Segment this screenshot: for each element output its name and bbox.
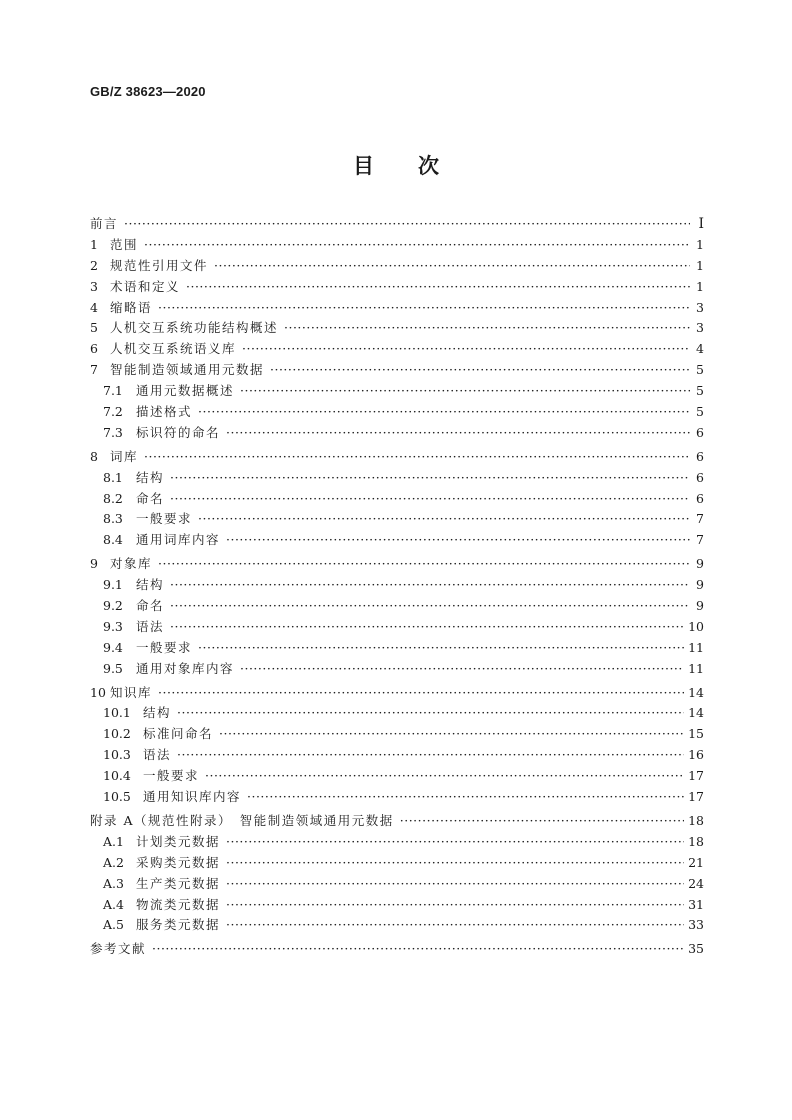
toc-entry-page: 9 <box>696 598 704 614</box>
toc-entry-title: 通用词库内容 <box>136 532 221 548</box>
toc-entry[interactable] <box>90 638 704 659</box>
toc-leader-dots <box>158 554 690 575</box>
toc-entry-page: 9 <box>696 556 704 572</box>
toc-leader-dots <box>177 745 684 766</box>
toc-entry-title: 采购类元数据 <box>136 854 221 870</box>
toc-entry-title: 通用对象库内容 <box>136 660 235 676</box>
toc-entry-page: 17 <box>688 789 704 805</box>
toc-entry[interactable] <box>90 402 704 423</box>
toc-entry-number: 10.3 <box>103 747 131 763</box>
toc-entry-number: 10.4 <box>103 768 131 784</box>
toc-entry-title: 词库 <box>110 448 139 464</box>
toc-entry-page: Ⅰ <box>698 216 704 232</box>
toc-entry-title: 命名 <box>136 598 165 614</box>
toc-leader-dots <box>170 617 684 638</box>
toc-entry[interactable] <box>90 832 704 853</box>
toc-entry[interactable] <box>90 468 704 489</box>
toc-leader-dots <box>144 447 690 468</box>
toc-entry[interactable] <box>90 703 704 724</box>
toc-entry-page: 7 <box>696 511 704 527</box>
toc-entry-page: 5 <box>696 404 704 420</box>
toc-entry-page: 15 <box>688 726 704 742</box>
toc-leader-dots <box>205 766 684 787</box>
toc-leader-dots <box>219 724 684 745</box>
toc-entry-title: 范围 <box>110 236 139 252</box>
toc-leader-dots <box>400 811 684 832</box>
toc-entry-page: 1 <box>696 278 704 294</box>
toc-entry-number: 9.3 <box>103 618 123 634</box>
table-of-contents <box>90 214 704 960</box>
toc-entry-page: 18 <box>688 833 704 849</box>
toc-entry[interactable] <box>90 318 704 339</box>
toc-entry-page: 4 <box>696 341 704 357</box>
toc-entry[interactable] <box>90 766 704 787</box>
toc-entry[interactable] <box>90 683 704 704</box>
toc-entry-title: 命名 <box>136 490 165 506</box>
toc-leader-dots <box>226 530 690 551</box>
toc-entry-title: 术语和定义 <box>110 278 181 294</box>
toc-entry-title: 通用知识库内容 <box>143 789 242 805</box>
toc-entry-title: 描述格式 <box>136 404 193 420</box>
toc-leader-dots <box>198 638 684 659</box>
toc-entry[interactable] <box>90 724 704 745</box>
toc-leader-dots <box>247 787 684 808</box>
toc-entry-page: 35 <box>688 941 704 957</box>
title-char-1: 目 <box>353 154 374 178</box>
toc-entry-number: 8.1 <box>103 469 123 485</box>
toc-entry-number: A.4 <box>103 896 124 912</box>
toc-entry-page: 21 <box>688 854 704 870</box>
toc-entry[interactable] <box>90 447 704 468</box>
toc-entry-title: 标识符的命名 <box>136 424 221 440</box>
toc-leader-dots <box>284 318 690 339</box>
toc-entry-title: 语法 <box>136 618 165 634</box>
toc-entry[interactable] <box>90 787 704 808</box>
toc-entry-number: 7.2 <box>103 404 123 420</box>
toc-leader-dots <box>226 853 684 874</box>
toc-entry-number: 7.3 <box>103 424 123 440</box>
toc-leader-dots <box>170 468 690 489</box>
toc-entry-number: 5 <box>90 320 98 336</box>
toc-entry-page: 24 <box>688 875 704 891</box>
toc-entry-title: 一般要求 <box>136 639 193 655</box>
toc-leader-dots <box>198 402 690 423</box>
toc-entry-page: 18 <box>688 812 704 828</box>
toc-entry[interactable] <box>90 915 704 936</box>
toc-entry-number: 7.1 <box>103 383 123 399</box>
toc-entry-number: 10.1 <box>103 705 131 721</box>
toc-entry[interactable] <box>90 489 704 510</box>
toc-entry-page: 3 <box>696 299 704 315</box>
page-title <box>0 150 792 180</box>
toc-entry-title: 计划类元数据 <box>136 833 221 849</box>
toc-entry-number: 10.2 <box>103 726 131 742</box>
toc-entry-page: 33 <box>688 917 704 933</box>
toc-leader-dots <box>170 575 690 596</box>
toc-entry[interactable] <box>90 895 704 916</box>
toc-entry-title: 物流类元数据 <box>136 896 221 912</box>
toc-entry-title: 结构 <box>136 469 165 485</box>
toc-entry-page: 6 <box>696 424 704 440</box>
toc-entry[interactable] <box>90 509 704 530</box>
toc-leader-dots <box>214 256 690 277</box>
toc-entry[interactable] <box>90 214 704 235</box>
toc-entry[interactable] <box>90 339 704 360</box>
toc-entry-title: 结构 <box>143 705 172 721</box>
toc-leader-dots <box>226 874 684 895</box>
toc-entry[interactable] <box>90 554 704 575</box>
toc-entry-number: 1 <box>90 236 98 252</box>
toc-entry-number: 7 <box>90 362 98 378</box>
toc-entry-number: A.2 <box>103 854 124 870</box>
toc-leader-dots <box>170 596 690 617</box>
toc-leader-dots <box>242 339 690 360</box>
toc-entry-title: 一般要求 <box>136 511 193 527</box>
toc-entry-title: 生产类元数据 <box>136 875 221 891</box>
toc-entry-page: 14 <box>688 705 704 721</box>
toc-entry-title: 对象库 <box>110 556 153 572</box>
toc-leader-dots <box>198 509 690 530</box>
toc-entry-number: 9.1 <box>103 577 123 593</box>
toc-entry-page: 6 <box>696 448 704 464</box>
toc-entry-page: 1 <box>696 257 704 273</box>
toc-entry-number: A.1 <box>103 833 124 849</box>
toc-entry-number: 2 <box>90 257 98 273</box>
toc-entry-number: 4 <box>90 299 98 315</box>
toc-entry-page: 11 <box>688 639 704 655</box>
toc-entry[interactable] <box>90 277 704 298</box>
toc-entry-page: 31 <box>688 896 704 912</box>
toc-entry-page: 11 <box>688 660 704 676</box>
toc-entry-title: 结构 <box>136 577 165 593</box>
toc-entry-number: 8 <box>90 448 98 464</box>
toc-entry-number: 9.5 <box>103 660 123 676</box>
toc-leader-dots <box>270 360 690 381</box>
toc-entry[interactable] <box>90 874 704 895</box>
toc-entry-title: 前言 <box>90 216 119 231</box>
toc-entry-page: 6 <box>696 469 704 485</box>
toc-leader-dots <box>240 381 690 402</box>
toc-leader-dots <box>144 235 690 256</box>
title-char-2: 次 <box>418 154 439 178</box>
toc-entry-number: 8.2 <box>103 490 123 506</box>
toc-entry-title: 语法 <box>143 747 172 763</box>
toc-entry-page: 16 <box>688 747 704 763</box>
toc-leader-dots <box>124 214 690 235</box>
toc-entry-page: 10 <box>688 618 704 634</box>
toc-entry-title: 缩略语 <box>110 299 153 315</box>
toc-entry[interactable] <box>90 360 704 381</box>
toc-entry[interactable] <box>90 811 704 832</box>
toc-entry[interactable] <box>90 423 704 444</box>
toc-entry-number: 10.5 <box>103 789 131 805</box>
toc-entry[interactable] <box>90 596 704 617</box>
toc-entry-page: 7 <box>696 532 704 548</box>
toc-entry-number: 6 <box>90 341 98 357</box>
toc-entry-number: 9 <box>90 556 98 572</box>
toc-entry-title: 参考文献 <box>90 941 147 957</box>
toc-entry-title: 人机交互系统功能结构概述 <box>110 320 279 336</box>
toc-entry-page: 1 <box>696 236 704 252</box>
toc-entry-title: 智能制造领域通用元数据 <box>110 362 265 378</box>
toc-entry-title: 一般要求 <box>143 768 200 784</box>
toc-leader-dots <box>170 489 690 510</box>
toc-leader-dots <box>226 915 684 936</box>
toc-entry[interactable] <box>90 235 704 256</box>
toc-leader-dots <box>226 895 684 916</box>
toc-entry[interactable] <box>90 939 704 960</box>
toc-entry-title: 附录 A（规范性附录） 智能制造领域通用元数据 <box>90 812 394 828</box>
toc-entry-page: 5 <box>696 362 704 378</box>
toc-entry-title: 人机交互系统语义库 <box>110 341 237 357</box>
toc-leader-dots <box>226 832 684 853</box>
toc-entry-number: 9.2 <box>103 598 123 614</box>
toc-leader-dots <box>158 298 690 319</box>
toc-entry-page: 5 <box>696 383 704 399</box>
toc-entry-number: 8.4 <box>103 532 123 548</box>
toc-entry-title: 通用元数据概述 <box>136 383 235 399</box>
toc-leader-dots <box>158 683 684 704</box>
toc-leader-dots <box>177 703 684 724</box>
toc-entry-number: 10 <box>90 684 106 700</box>
toc-entry-title: 知识库 <box>110 684 153 700</box>
toc-entry[interactable] <box>90 575 704 596</box>
toc-entry[interactable] <box>90 256 704 277</box>
toc-entry-number: 3 <box>90 278 98 294</box>
toc-entry-page: 17 <box>688 768 704 784</box>
toc-entry[interactable] <box>90 853 704 874</box>
standard-number: GB/Z 38623—2020 <box>90 84 206 99</box>
toc-entry[interactable] <box>90 530 704 551</box>
toc-entry-page: 6 <box>696 490 704 506</box>
toc-entry-page: 3 <box>696 320 704 336</box>
toc-entry-title: 标准问命名 <box>143 726 214 742</box>
toc-entry-page: 9 <box>696 577 704 593</box>
toc-entry[interactable] <box>90 659 704 680</box>
toc-entry-number: A.3 <box>103 875 124 891</box>
toc-leader-dots <box>226 423 690 444</box>
toc-entry[interactable] <box>90 298 704 319</box>
toc-entry-page: 14 <box>688 684 704 700</box>
toc-entry[interactable] <box>90 381 704 402</box>
toc-entry[interactable] <box>90 745 704 766</box>
toc-entry-title: 服务类元数据 <box>136 917 221 933</box>
toc-leader-dots <box>152 939 684 960</box>
toc-entry-number: A.5 <box>103 917 124 933</box>
toc-entry-title: 规范性引用文件 <box>110 257 209 273</box>
toc-leader-dots <box>240 659 684 680</box>
toc-leader-dots <box>186 277 690 298</box>
toc-entry-number: 8.3 <box>103 511 123 527</box>
toc-entry[interactable] <box>90 617 704 638</box>
toc-entry-number: 9.4 <box>103 639 123 655</box>
